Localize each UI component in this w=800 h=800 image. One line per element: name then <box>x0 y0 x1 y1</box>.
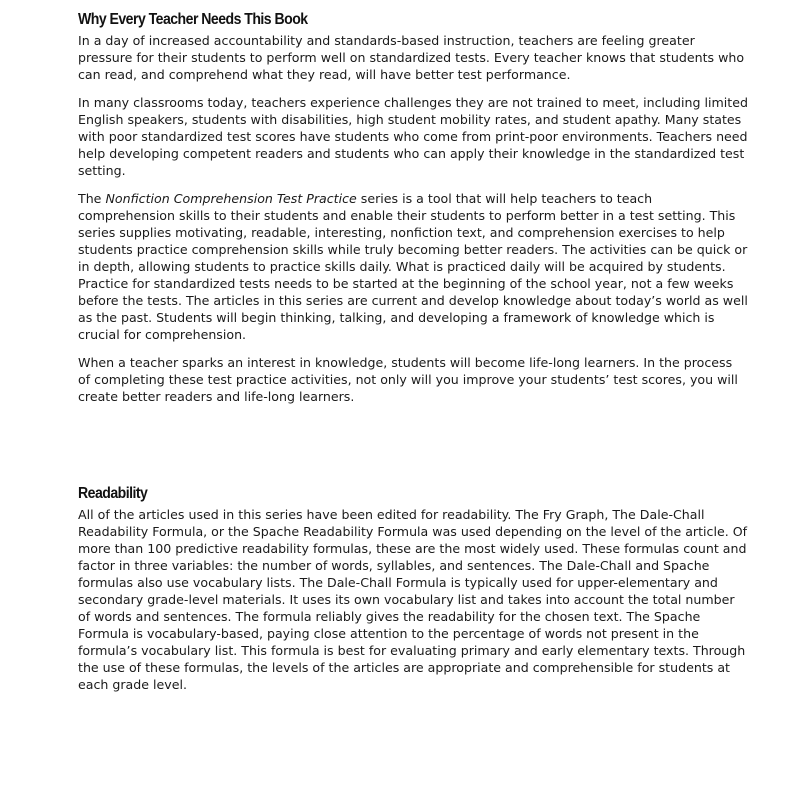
paragraph: In a day of increased accountability and standards-based instruction, teachers are feeling greater pressure for their students to perform well on standardized tests. Every teacher knows that students who can read, and comprehend what they read, will have better test performance. <box>78 33 745 82</box>
section-heading: Readability <box>78 485 148 502</box>
paragraph-text: The <box>78 191 106 206</box>
section-readability <box>78 484 748 693</box>
paragraph <box>78 190 748 343</box>
paragraph: When a teacher sparks an interest in knowledge, students will become life-long learners. In the process of completing these test practice activities, not only will you improve your students’ test scores, you will create better readers and life-long learners. <box>78 355 738 404</box>
series-title: Nonfiction Comprehension Test Practice <box>105 191 357 206</box>
paragraph: All of the articles used in this series have been edited for readability. The Fry Graph, The Dale-Chall Readability Formula, or the Spache Readability Formula was used depending on the level of the article. Of more than 100 predictive readability formulas, these are the most widely used. These formulas count and factor in three variables: the number of words, syllables, and sentences. The Dale-Chall and Spache formulas also use vocabulary lists. The Dale-Chall Formula is typically used for upper-elementary and secondary grade-level materials. It uses its own vocabulary list and takes into account the total number of words and sentences. The formula reliably gives the readability for the chosen text. The Spache Formula is vocabulary-based, paying close attention to the percentage of words not present in the formula’s vocabulary list. This formula is best for evaluating primary and early elementary texts. Through the use of these formulas, the levels of the articles are appropriate and comprehensible for students at each grade level. <box>78 507 748 692</box>
paragraph: In many classrooms today, teachers experience challenges they are not trained to meet, including limited English speakers, students with disabilities, high student mobility rates, and student apathy. Many states with poor standardized test scores have students who come from print-poor environments. Teachers need help developing competent readers and students who can apply their knowledge in the standardized test setting. <box>78 95 748 178</box>
section-why-every-teacher <box>78 10 748 405</box>
paragraph-text: series is a tool that will help teachers to teach comprehension skills to their students and enable their students to perform better in a test setting. This series supplies motivating, readable, interesting, nonfiction text, and comprehension exercises to help students practice comprehension skills while truly becoming better readers. The activities can be quick or in depth, allowing students to practice skills daily. What is practiced daily will be acquired by students. Practice for standardized tests needs to be started at the beginning of the school year, not a few weeks before the tests. The articles in this series are current and develop knowledge about today’s world as well as the past. Students will begin thinking, talking, and developing a framework of knowledge which is crucial for comprehension. <box>78 191 748 342</box>
section-heading: Why Every Teacher Needs This Book <box>78 11 308 28</box>
